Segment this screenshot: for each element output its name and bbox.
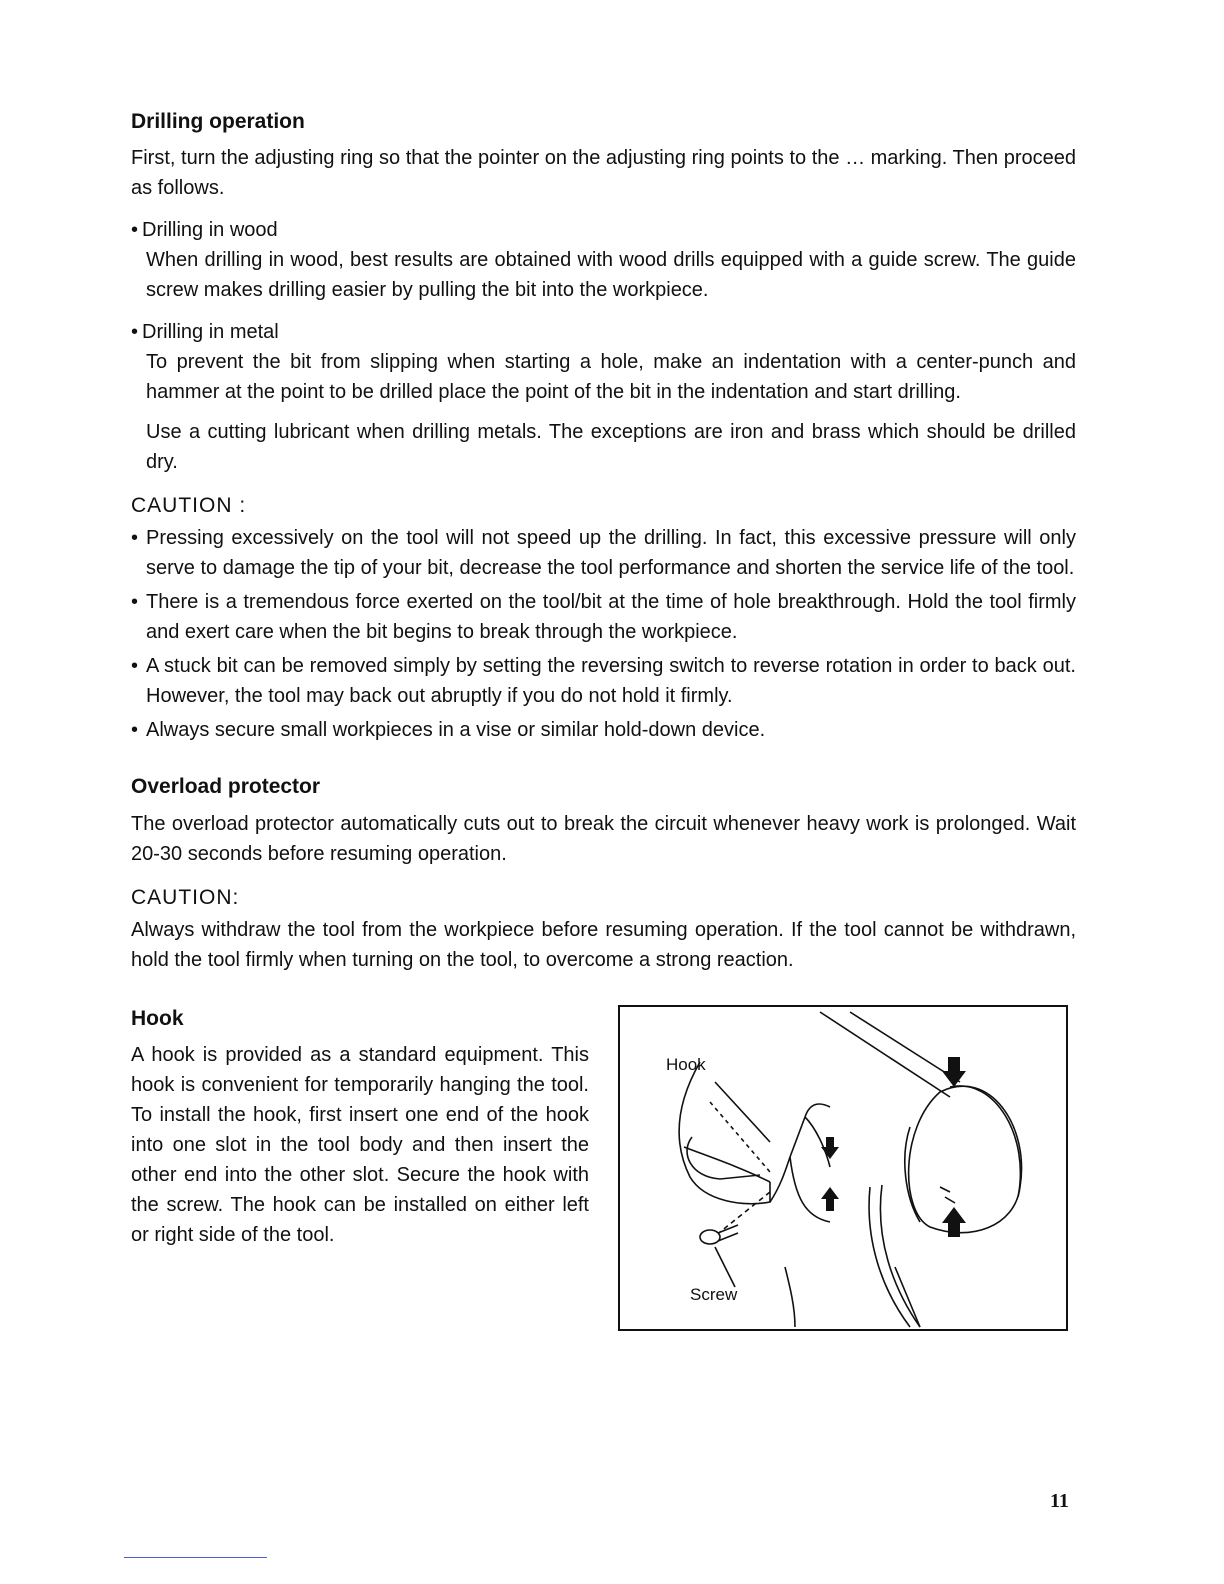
hook-text: A hook is provided as a standard equipment. This hook is convenient for temporarily hanging the tool. To install the hook, first insert one end of the hook into one slot in the tool body and then insert the other end into the other slot. Secure the hook with the screw. The hook can be installed on either left or right side of the tool. (131, 1043, 589, 1246)
overload-caution-label: CAUTION: (131, 885, 240, 909)
caution-item: • Always secure small workpieces in a vise or similar hold-down device. (131, 715, 1076, 745)
drilling-caution-list (131, 523, 1076, 745)
hook-section (131, 1005, 1076, 1345)
figure-label-hook: Hook (666, 1054, 706, 1074)
caution-item: • A stuck bit can be removed simply by setting the reversing switch to reverse rotation in order to back out. However, the tool may back out abruptly if you do not hold it firmly. (131, 651, 1076, 711)
caution-item: • There is a tremendous force exerted on the tool/bit at the time of hole breakthrough. Hold the tool firmly and exert care when the bit begins to break through the workpiece. (131, 587, 1076, 647)
drilling-heading: Drilling operation (131, 110, 305, 133)
overload-caution-text: Always withdraw the tool from the workpiece before resuming operation. If the tool cannot be withdrawn, hold the tool firmly when turning on the tool, to overcome a strong reaction. (131, 918, 1076, 971)
footer-rule (124, 1557, 267, 1558)
drilling-metal-title: • Drilling in metal (131, 317, 1076, 347)
overload-text: The overload protector automatically cuts out to break the circuit whenever heavy work is prolonged. Wait 20-30 seconds before resuming operation. (131, 812, 1076, 865)
hook-text-column (131, 1005, 589, 1250)
page-content (131, 108, 1076, 1345)
hook-heading: Hook (131, 1006, 184, 1030)
drilling-metal-text-2: Use a cutting lubricant when drilling metals. The exceptions are iron and brass which should be drilled dry. (146, 421, 1076, 474)
drilling-metal-text-1: To prevent the bit from slipping when starting a hole, make an indentation with a center-punch and hammer at the point to be drilled place the point of the bit in the indentation and start drilling. (146, 351, 1076, 404)
drilling-wood-block (131, 215, 1076, 305)
overload-section (131, 773, 1076, 974)
drilling-metal-block (131, 317, 1076, 477)
hook-installation-figure (618, 1005, 1068, 1331)
drilling-wood-title: • Drilling in wood (131, 215, 1076, 245)
drilling-wood-text: When drilling in wood, best results are obtained with wood drills equipped with a guide screw. The guide screw makes drilling easier by pulling the bit into the workpiece. (146, 249, 1076, 302)
caution-item: • Pressing excessively on the tool will not speed up the drilling. In fact, this excessive pressure will only serve to damage the tip of your bit, decrease the tool performance and shorten the service life of the tool. (131, 523, 1076, 583)
figure-label-screw: Screw (690, 1284, 738, 1304)
drilling-intro: First, turn the adjusting ring so that the pointer on the adjusting ring points to the … marking. Then proceed as follows. (131, 147, 1076, 200)
drilling-caution-label: CAUTION : (131, 494, 247, 518)
overload-heading: Overload protector (131, 775, 321, 799)
page-number: 11 (1050, 1490, 1069, 1512)
